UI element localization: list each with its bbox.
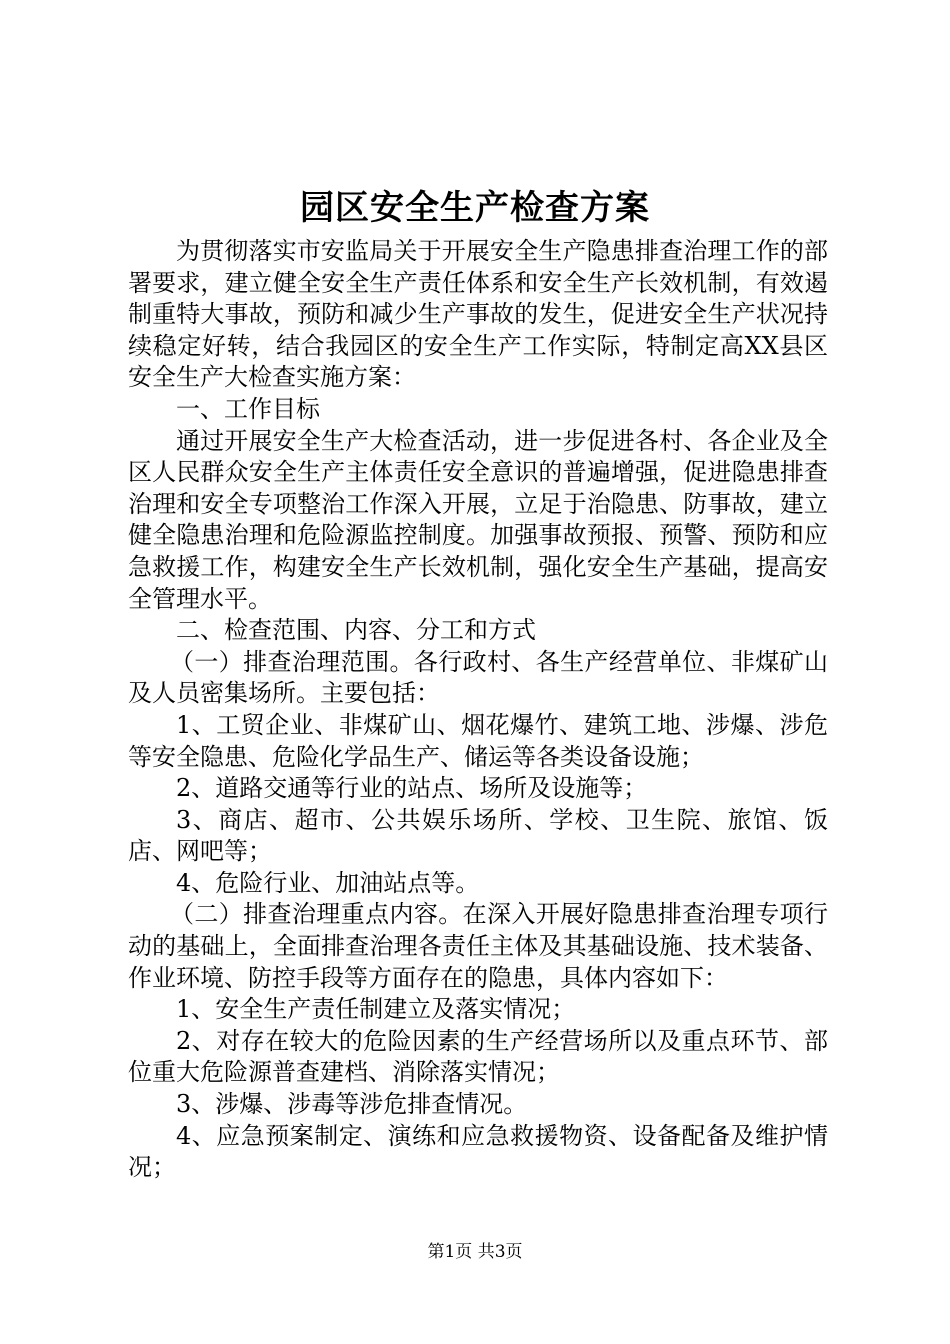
subsection-paragraph: （二）排查治理重点内容。在深入开展好隐患排查治理专项行动的基础上，全面排查治理各责任主体及其基础设施、技术装备、作业环境、防控手段等方面存在的隐患，具体内容如下： — [128, 900, 828, 992]
list-item: 4、危险行业、加油站点等。 — [176, 868, 480, 897]
page-number-footer: 第1页 共3页 — [427, 1242, 523, 1262]
intro-paragraph: 为贯彻落实市安监局关于开展安全生产隐患排查治理工作的部署要求，建立健全安全生产责任体系和安全生产长效机制，有效遏制重特大事故，预防和减少生产事故的发生，促进安全生产状况持续稳定好转，结合我园区的安全生产工作实际，特制定高XX县区安全生产大检查实施方案： — [128, 237, 828, 392]
body-paragraph: 通过开展安全生产大检查活动，进一步促进各村、各企业及全区人民群众安全生产主体责任安全意识的普遍增强，促进隐患排查治理和安全专项整治工作深入开展，立足于治隐患、防事故，建立健全隐患治理和危险源监控制度。加强事故预报、预警、预防和应急救援工作，构建安全生产长效机制，强化安全生产基础，提高安全管理水平。 — [128, 426, 828, 613]
list-item: 1、工贸企业、非煤矿山、烟花爆竹、建筑工地、涉爆、涉危等安全隐患、危险化学品生产、储运等各类设备设施； — [128, 710, 828, 771]
section-heading: 一、工作目标 — [176, 394, 320, 423]
section-heading: 二、检查范围、内容、分工和方式 — [176, 616, 536, 645]
subsection-paragraph: （一）排查治理范围。各行政村、各生产经营单位、非煤矿山及人员密集场所。主要包括： — [128, 647, 828, 708]
list-item: 2、道路交通等行业的站点、场所及设施等； — [176, 774, 648, 803]
document-title: 园区安全生产检查方案 — [300, 188, 650, 228]
list-item: 3、商店、超市、公共娱乐场所、学校、卫生院、旅馆、饭店、网吧等； — [128, 805, 828, 866]
list-item: 2、对存在较大的危险因素的生产经营场所以及重点环节、部位重大危险源普查建档、消除落实情况； — [128, 1026, 828, 1087]
list-item: 3、涉爆、涉毒等涉危排查情况。 — [176, 1090, 528, 1119]
document-body — [128, 236, 828, 1184]
list-item: 4、应急预案制定、演练和应急救援物资、设备配备及维护情况； — [128, 1121, 828, 1182]
list-item: 1、安全生产责任制建立及落实情况； — [176, 995, 576, 1024]
